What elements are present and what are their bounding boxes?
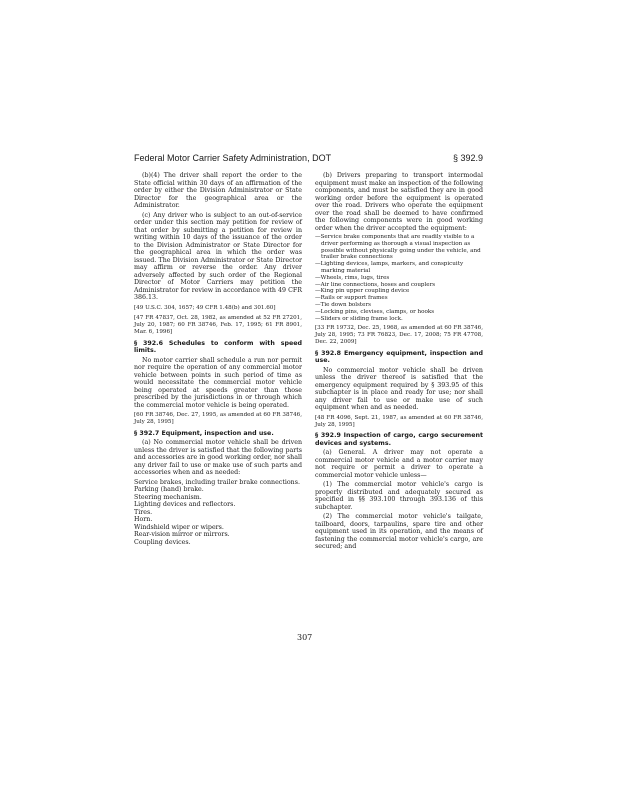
list-item: Horn. — [134, 516, 153, 524]
right-column — [315, 172, 483, 553]
list-item: Steering mechanism. — [134, 493, 202, 501]
page-number: 307 — [297, 633, 313, 642]
paragraph: No commercial motor vehicle shall be driven unless the driver thereof is satisfied that the emergency equipment required by § 393.95 of this subchapter is in place and ready for use; nor shall any driver fail to use or make use of such equipment when and as needed. — [315, 366, 483, 412]
left-column — [134, 172, 302, 546]
list-item: Tires. — [134, 508, 153, 516]
paragraph: (1) The commercial motor vehicle's cargo is properly distributed and adequately secured as specified in §§ 393.100 through 393.136 of this subchapter. — [315, 481, 483, 511]
paragraph: (a) No commercial motor vehicle shall be driven unless the driver is satisfied that the following parts and accessories are in good working order, nor shall any driver fail to use or make use of such parts and accessories when and as needed: — [134, 439, 302, 477]
list-item: —Locking pins, clevises, clamps, or hooks — [315, 308, 435, 315]
list-item: Parking (hand) brake. — [134, 486, 204, 494]
list-item: —Service brake components that are readily visible to a driver performing as thorough a visual inspection as possible without physically going under the vehicle, and trailer brake connections — [315, 234, 481, 261]
section-heading: § 392.6 Schedules to conform with speed limits. — [134, 339, 302, 355]
list-item: —King pin upper coupling device — [315, 288, 410, 295]
list-item: —Lighting devices, lamps, markers, and conspicuity marking material — [315, 261, 464, 274]
paragraph: (b)(4) The driver shall report the order to the State official within 30 days of an affirmation of the order by either the Division Administrator or State Director for the geographical area or the Administrator. — [134, 172, 302, 209]
source-note: [33 FR 19732, Dec. 25, 1968, as amended at 60 FR 38746, July 28, 1995; 73 FR 76823, Dec. 17, 2008; 75 FR 47708, Dec. 22, 2009] — [315, 325, 483, 345]
running-header — [134, 153, 483, 167]
list-item: Coupling devices. — [134, 538, 191, 546]
list-item: Rear-vision mirror or mirrors. — [134, 531, 230, 539]
equipment-list — [134, 479, 302, 547]
paragraph: (2) The commercial motor vehicle's tailgate, tailboard, doors, tarpaulins, spare tire and other equipment used in its operation, and the means of fastening the commercial motor vehicle's cargo, are secured; and — [315, 513, 483, 551]
section-heading: § 392.9 Inspection of cargo, cargo securement devices and systems. — [315, 432, 483, 447]
paragraph: (a) General. A driver may not operate a commercial motor vehicle and a motor carrier may not require or permit a driver to operate a commercial motor vehicle unless— — [315, 449, 483, 479]
header-agency: Federal Motor Carrier Safety Administration, DOT — [134, 153, 332, 163]
list-item: —Wheels, rims, lugs, tires — [315, 274, 390, 281]
paragraph: No motor carrier shall schedule a run nor permit nor require the operation of any commercial motor vehicle between points in such period of time as would necessitate the commercial motor vehicle being operated at speeds greater than those prescribed by the jurisdictions in or through which the commercial motor vehicle is being operated. — [134, 356, 302, 409]
section-heading: § 392.7 Equipment, inspection and use. — [134, 429, 274, 437]
list-item: Windshield wiper or wipers. — [134, 523, 224, 531]
source-note: [60 FR 38746, Dec. 27, 1995, as amended at 60 FR 38746, July 28, 1995] — [134, 412, 302, 425]
list-item: Service brakes, including trailer brake connections. — [134, 478, 300, 486]
paragraph: (c) Any driver who is subject to an out-of-service order under this section may petition for review of that order by submitting a petition for review in writing within 10 days of the issuance of the order to the Division Administrator or State Director for the geographical area in which the order was issued. The Division Administrator or State Director may affirm or reverse the order. Any driver adversely affected by such order of the Regional Director of Motor Carriers may petition the Administrator for review in accordance with 49 CFR 386.13. — [134, 211, 302, 301]
source-note: [49 U.S.C. 304, 1657; 49 CFR 1.48(b) and 301.60] — [134, 304, 276, 311]
source-note: [48 FR 4096, Sept. 21, 1987, as amended at 60 FR 38746, July 28, 1995] — [315, 414, 483, 428]
paragraph: (b) Drivers preparing to transport intermodal equipment must make an inspection of the following components, and must be satisfied they are in good working order before the equipment is operated over the road. Drivers who operate the equipment over the road shall be deemed to have confirmed the following components were in good working order when the driver accepted the equipment: — [315, 172, 483, 232]
list-item: Lighting devices and reflectors. — [134, 501, 236, 509]
component-list — [315, 234, 483, 322]
list-item: —Rails or support frames — [315, 295, 388, 302]
list-item: —Tie down bolsters — [315, 301, 372, 308]
section-heading: § 392.8 Emergency equipment, inspection and use. — [315, 349, 483, 365]
list-item: —Air line connections, hoses and couplers — [315, 281, 436, 288]
list-item: —Sliders or sliding frame lock. — [315, 315, 403, 322]
header-section: § 392.9 — [452, 153, 483, 163]
source-note: [47 FR 47837, Oct. 28, 1982, as amended at 52 FR 27201, July 20, 1987; 60 FR 38746, Feb. 17, 1995; 61 FR 8901, Mar. 6, 1996] — [134, 315, 302, 335]
